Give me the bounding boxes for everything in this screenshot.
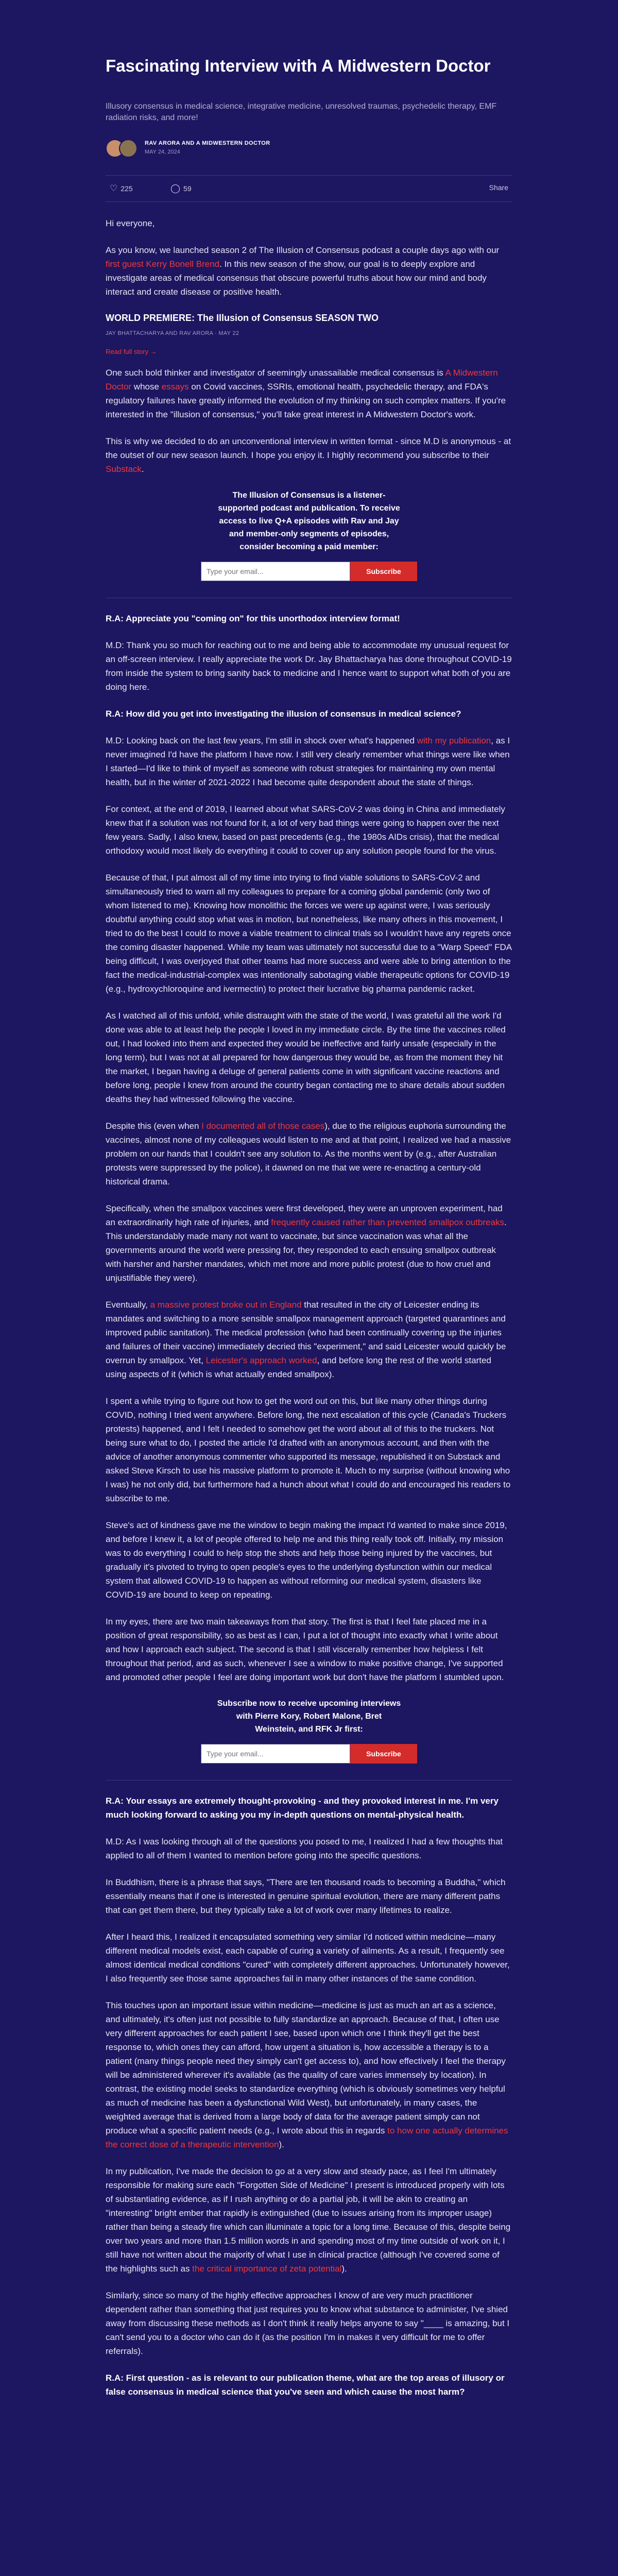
- leicester-approach-link[interactable]: Leicester's approach worked: [205, 1355, 317, 1365]
- question: R.A: Appreciate you "coming on" for this unorthodox interview format!: [106, 614, 400, 623]
- post-subtitle: Illusory consensus in medical science, integrative medicine, unresolved traumas, psychedelic therapy, EMF radiation risks, and more!: [106, 102, 497, 122]
- embedded-post-title[interactable]: WORLD PREMIERE: The Illusion of Consensus SEASON TWO: [106, 313, 379, 323]
- post-title: Fascinating Interview with A Midwestern Doctor: [106, 56, 491, 75]
- like-button[interactable]: [110, 183, 133, 194]
- answer: Eventually, a massive protest broke out in England that resulted in the city of Leicester ending its mandates and switching to a more sensible smallpox management approach (targeted quarantines and improved public sanitation). The medical profession (who had been continually covering up the injuries and failures of their vaccine) immediately decried this "experiment," and said Leicester would quickly be overrun by smallpox. Yet, Leicester's approach worked, and before long the rest of the world started using aspects of it (which is what actually ended smallpox).: [106, 1300, 506, 1379]
- paragraph: As you know, we launched season 2 of The Illusion of Consensus podcast a couple days ago with our first guest Kerry Bonell Brend. In this new season of the show, our goal is to deeply explore and investigate areas of medical consensus that obscure powerful truths about how our mind and body interact and create disease or positive health.: [106, 245, 500, 297]
- subscribe-button[interactable]: Subscribe: [350, 562, 417, 581]
- dose-link[interactable]: to how one actually determines the correct dose of a therapeutic intervention: [106, 2126, 508, 2149]
- author-names[interactable]: RAV ARORA AND A MIDWESTERN DOCTOR: [145, 140, 270, 146]
- post-actions: [106, 175, 512, 202]
- answer: For context, at the end of 2019, I learned about what SARS-CoV-2 was doing in China and immediately knew that if a solution was not found for it, a lot of very bad things were going to happen over the next few years. Sadly, I also knew, based on past precedents (e.g., the 1980s AIDs crisis), that the medical orthodoxy would most likely do everything it could to cover up any solution people found for the virus.: [106, 804, 505, 856]
- subscribe-widget: [106, 489, 512, 582]
- divider: [106, 1780, 512, 1781]
- question: R.A: First question - as is relevant to our publication theme, what are the top areas of illusory or false consensus in medical science that you've seen and which cause the most harm?: [106, 2373, 505, 2397]
- answer: M.D: As I was looking through all of the questions you posed to me, I realized I had a few thoughts that applied to all of them I wanted to mention before going into the specific questions.: [106, 1837, 503, 1860]
- answer: Because of that, I put almost all of my time into trying to find viable solutions to SARS-CoV-2 and simultaneously tried to warn all my colleagues to prepare for a coming global pandemic (only two of whom listened to me). Knowing how monolithic the forces we were up against were, I was seriously doubtful anything could stop what was in motion, but nonetheless, like many others in this movement, I tried to do the best I could to move a viable treatment to clinical trials so I wouldn't have any regrets once the coming disaster happened. While my team was ultimately not successful due to a "Warp Speed" FDA being difficult, I was overjoyed that other teams had more success and were able to bring attention to the fact the medical-industrial-complex was intentionally sabotaging viable therapeutic options for COVID-19 (e.g., hydroxychloroquine and ivermectin) to protect their lucrative big pharma pandemic racket.: [106, 873, 512, 994]
- answer: I spent a while trying to figure out how to get the word out on this, but like many other things during COVID, nothing I tried went anywhere. Before long, the next escalation of this cycle (Canada's Truckers protests) happened, and I felt I needed to somehow get the word about all of this to the truckers. Not being sure what to do, I posted the article I'd drafted with an anonymous account, and then with the advice of another anonymous commenter who supported its message, republished it on Substack and asked Steve Kirsch to use his massive platform to promote it. Much to my surprise (without knowing who I was) he not only did, but furthermore had a hunch about what I could do and encouraged his readers to subscribe to me.: [106, 1396, 511, 1503]
- substack-link[interactable]: Substack: [106, 464, 142, 474]
- midwestern-doctor-link[interactable]: A Midwestern Doctor: [106, 368, 498, 392]
- answer: M.D: Looking back on the last few years, I'm still in shock over what's happened with my publication, as I never imagined I'd have the platform I have now. I still very clearly remember what things were like when I started—I'd like to think of myself as someone with robust strategies for maintaining my own mental health, but in the winter of 2021-2022 I had become quite despondent about the state of things.: [106, 736, 510, 787]
- question: R.A: How did you get into investigating the illusion of consensus in medical science?: [106, 709, 461, 719]
- comments-button[interactable]: [170, 183, 192, 194]
- post-body: [106, 216, 512, 2412]
- smallpox-outbreaks-link[interactable]: frequently caused rather than prevented smallpox outbreaks: [271, 1217, 504, 1227]
- subscribe-button[interactable]: Subscribe: [350, 1744, 417, 1764]
- question: R.A: Your essays are extremely thought-provoking - and they provoked interest in me. I'm very much looking forward to asking you my in-depth questions on mental-physical health.: [106, 1796, 499, 1820]
- subscribe-text: Subscribe now to receive upcoming interviews with Pierre Kory, Robert Malone, Bret Weinstein, and RFK Jr first:: [217, 1699, 401, 1734]
- paragraph: One such bold thinker and investigator of seemingly unassailable medical consensus is A Midwestern Doctor whose essays on Covid vaccines, SSRIs, emotional health, psychedelic therapy, and FDA's regulatory failures have greatly informed the evolution of my thinking on such complex matters. If you're interested in the "illusion of consensus," you'll take great interest in A Midwestern Doctor's work.: [106, 368, 506, 419]
- subscribe-text: The Illusion of Consensus is a listener-supported podcast and publication. To receive access to live Q+A episodes with Rav and Jay and member-only segments of episodes, consider becoming a paid member:: [218, 491, 400, 551]
- answer: In my eyes, there are two main takeaways from that story. The first is that I feel fate placed me in a position of great responsibility, so as best as I can, I put a lot of thought into exactly what I write about and how I approach each subject. The second is that I still viscerally remember how helpless I felt throughout that period, and as such, whenever I see a window to make positive change, I've supported and promoted other people I feel are doing important work but don't have the platform I stumbled upon.: [106, 1617, 504, 1682]
- share-button[interactable]: Share: [489, 183, 508, 192]
- answer: M.D: Thank you so much for reaching out to me and being able to accommodate my unusual request for an off-screen interview. I really appreciate the work Dr. Jay Bhattacharya has done throughout COVID-19 from inside the system to bring sanity back to medicine and I hence want to support what both of you are doing here.: [106, 640, 512, 692]
- subscribe-widget: [106, 1697, 512, 1765]
- embedded-post-meta: JAY BHATTACHARYA AND RAV ARORA · MAY 22: [106, 330, 239, 336]
- avatar[interactable]: [119, 139, 138, 158]
- zeta-potential-link[interactable]: the critical importance of zeta potential: [192, 2264, 342, 2274]
- england-protest-link[interactable]: a massive protest broke out in England: [150, 1300, 302, 1310]
- comment-count: 59: [183, 184, 192, 193]
- post-date: MAY 24, 2024: [145, 149, 180, 155]
- answer: Despite this (even when I documented all of those cases), due to the religious euphoria surrounding the vaccines, almost none of my colleagues would listen to me and at that point, I realized we had a massive problem on our hands that I couldn't see any solution to. As the months went by (e.g., after Australian protests were suppressed by the police), it dawned on me that we were re-enacting a century-old historical drama.: [106, 1121, 511, 1187]
- guest-link[interactable]: first guest Kerry Bonell Brend: [106, 259, 220, 269]
- subscribe-form: [201, 562, 417, 582]
- answer: This touches upon an important issue within medicine—medicine is just as much an art as a science, and ultimately, it's often just not possible to fully standardize an approach. Because of that, I often use very different approaches for each patient I see, based upon which one I think they'll get the best response to, which ones they can afford, how urgent a situation is, how accessible a therapy is to a patient (many things people need they simply can't get access to), and how effectively I feel the therapy will be administered wherever it's available (as the quality of care varies immensely by location). In contrast, the existing model seeks to standardize everything (which is obviously sometimes very helpful as much of medicine has been a dysfunctional Wild West), but unfortunately, in many cases, the weighted average that is derived from a large body of data for the average patient simply can not produce what a specific patient needs (e.g., I wrote about this in regards to how one actually determines the correct dose of a therapeutic intervention).: [106, 2001, 508, 2149]
- publication-link[interactable]: with my publication: [417, 736, 491, 745]
- answer: After I heard this, I realized it encapsulated something very similar I'd noticed within medicine—many different medical models exist, each capable of curing a variety of ailments. As a result, I frequently see almost identical medical conditions "cured" with completely different approaches. Unfortunately however, I also frequently see those same approaches fail in many other instances of the same condition.: [106, 1932, 510, 1984]
- comment-icon: ◯: [170, 183, 181, 193]
- answer: Steve's act of kindness gave me the window to begin making the impact I'd wanted to make since 2019, and before I knew it, a lot of people offered to help me and this thing really took off. Initially, my mission was to do everything I could to help stop the shots and help those being injured by the vaccines, but gradually it's pivoted to trying to open people's eyes to the underlying dysfunction within our medical system that allowed COVID-19 to happen as without reforming our medical system, disasters like COVID-19 are bound to keep on repeating.: [106, 1520, 507, 1600]
- answer: In Buddhism, there is a phrase that says, "There are ten thousand roads to becoming a Buddha," which essentially means that if one is interested in genuine spiritual evolution, there are many different paths that can get them there, but they typically take a lot of work over many lifetimes to realize.: [106, 1877, 506, 1915]
- read-full-story-link[interactable]: Read full story →: [106, 348, 157, 355]
- answer: In my publication, I've made the decision to go at a very slow and steady pace, as I feel I'm ultimately responsible for making sure each "Forgotten Side of Medicine" I present is introduced properly with lots of substantiating evidence, as if I rush anything or do a partial job, it will be akin to creating an "interesting" bright ember that rapidly is extinguished (due to issues arising from its improper usage) rather than being a steady fire which can illuminate a topic for a long time. Because of this, despite being over two years and more than 1.5 million words in and spending most of my time outside of work on it, I still have not written about the majority of what I use in clinical practice (although I've covered some of the highlights such as the critical importance of zeta potential).: [106, 2166, 511, 2274]
- email-input[interactable]: [201, 1744, 350, 1764]
- subscribe-form: [201, 1744, 417, 1765]
- like-count: 225: [121, 184, 133, 193]
- greeting: Hi everyone,: [106, 218, 155, 228]
- byline: [106, 136, 512, 160]
- answer: Similarly, since so many of the highly effective approaches I know of are very much practitioner dependent rather than something that just requires you to know what substance to administer, I've shied away from discussing these methods as I don't think it really helps anyone to say "____ is amazing, but I can't send you to a doctor who can do it (as the position I'm in makes it very difficult for me to offer referrals).: [106, 2291, 510, 2356]
- answer: Specifically, when the smallpox vaccines were first developed, they were an unproven experiment, had an extraordinarily high rate of injuries, and frequently caused rather than prevented smallpox outbreaks. This understandably made many not want to vaccinate, but since vaccination was what all the governments around the world were pressing for, they responded to each ensuing smallpox outbreak with harsher and harsher mandates, which met more and more public protest (due to how cruel and unjustifiable they were).: [106, 1204, 507, 1283]
- documented-cases-link[interactable]: I documented all of those cases: [201, 1121, 325, 1131]
- answer: As I watched all of this unfold, while distraught with the state of the world, I was grateful all the work I'd done was able to at least help the people I loved in my immediate circle. By the time the vaccines rolled out, I had looked into them and expected they would be ineffective and fairly unsafe (especially in the long term), but I was not at all prepared for how dangerous they would be, as from the moment they hit the market, I began having a deluge of general patients come in with significant vaccine reactions and before long, people I knew from around the country began contacting me to share details about sudden deaths they had witnessed following the vaccine.: [106, 1011, 506, 1104]
- paragraph: This is why we decided to do an unconventional interview in written format - since M.D is anonymous - at the outset of our new season launch. I hope you enjoy it. I highly recommend you subscribe to their Substack.: [106, 436, 511, 474]
- email-input[interactable]: [201, 562, 350, 581]
- essays-link[interactable]: essays: [161, 382, 189, 392]
- heart-icon: ♡: [110, 183, 118, 193]
